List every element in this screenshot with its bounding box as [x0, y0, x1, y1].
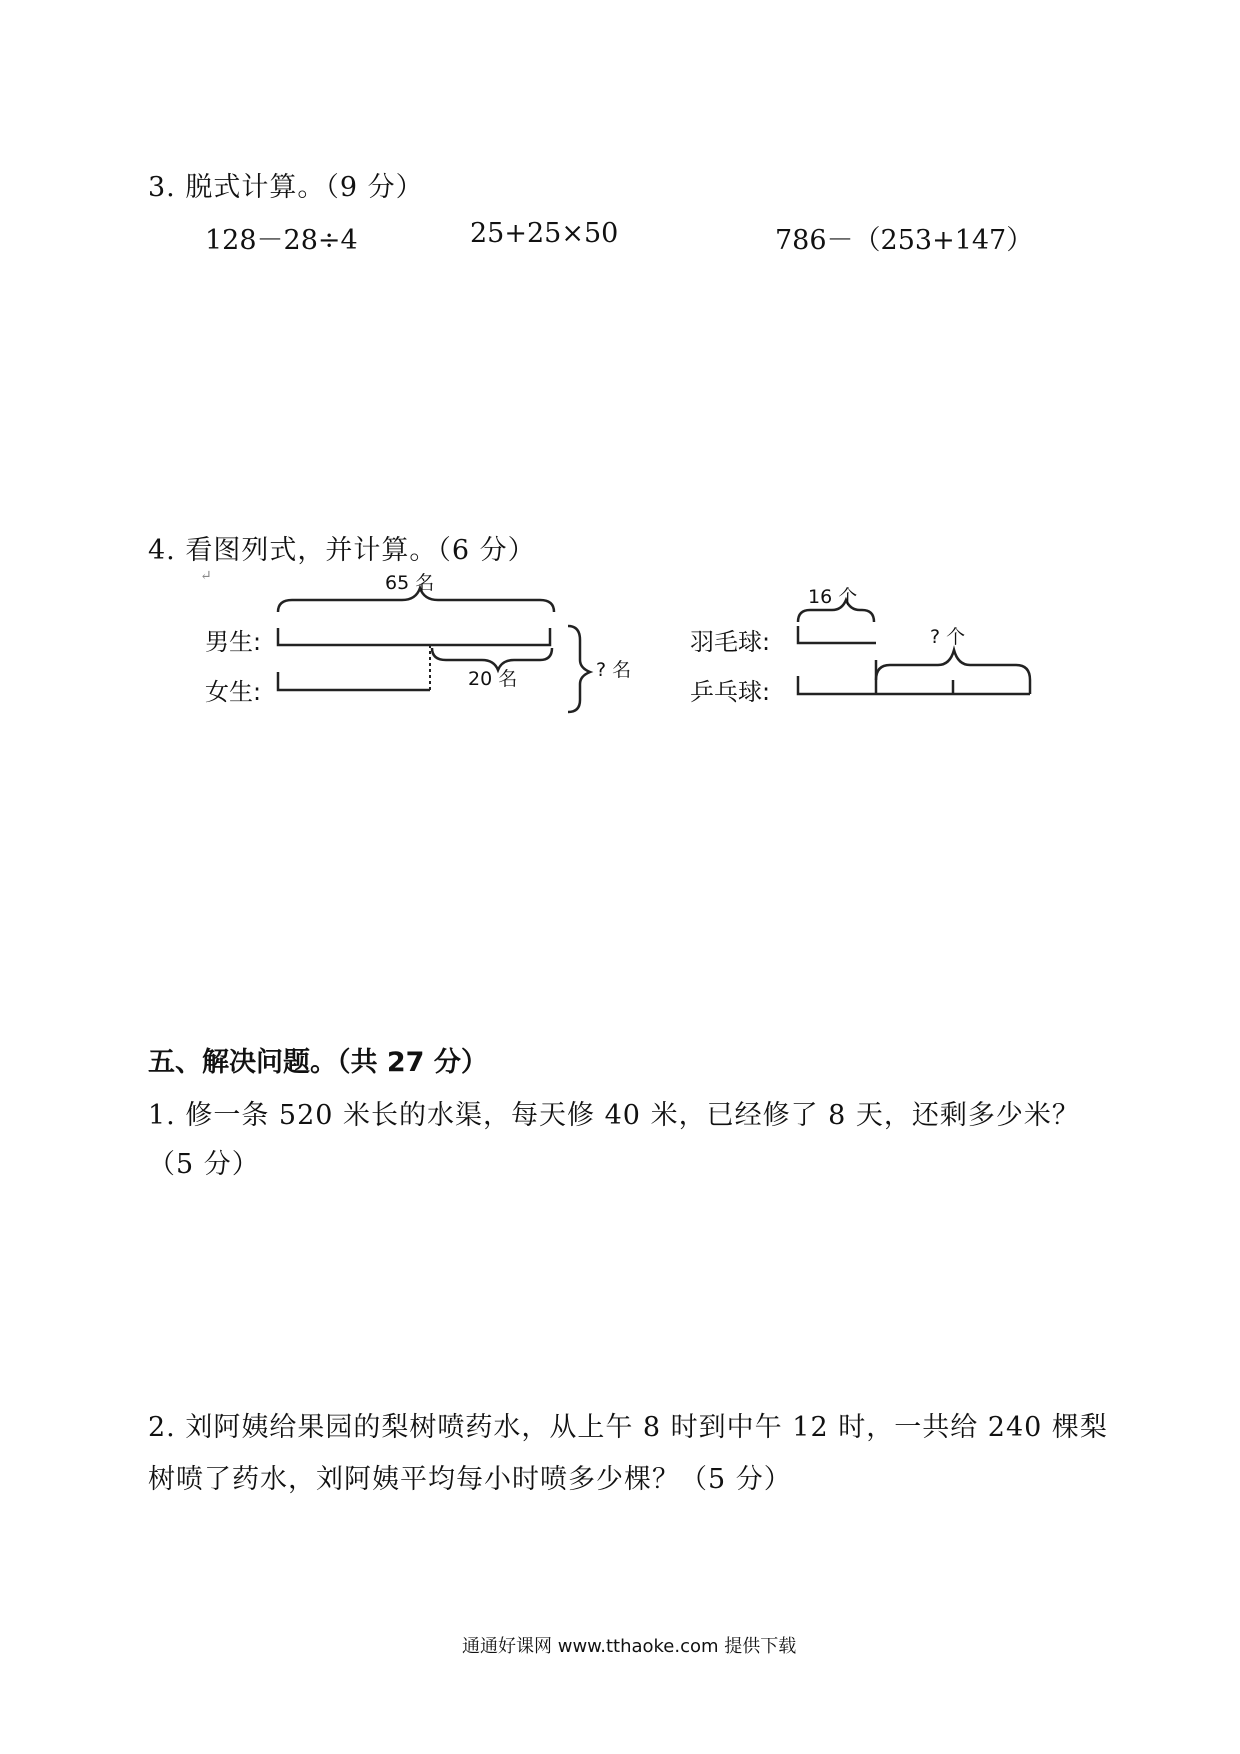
paragraph-mark: ↵	[200, 568, 212, 584]
badminton-label: 羽毛球:	[690, 628, 771, 656]
problem-1-line-2: （5 分）	[148, 1149, 260, 1180]
question-extra-label: ? 个	[930, 626, 966, 648]
girls-label: 女生:	[205, 678, 262, 706]
problem-1-line-1: 1. 修一条 520 米长的水渠，每天修 40 米，已经修了 8 天，还剩多少米？	[148, 1100, 1080, 1131]
footer-text: 通通好课网 www.tthaoke.com 提供下载	[462, 1636, 797, 1657]
boys-label: 男生:	[205, 628, 262, 656]
q4-title: 4. 看图列式，并计算。（6 分）	[148, 535, 536, 566]
diff-label: 20 名	[468, 668, 518, 690]
pingpong-label: 乒乓球:	[690, 678, 771, 706]
q3-expression-3: 786－（253+147）	[775, 225, 1034, 256]
total-label: 65 名	[385, 572, 435, 594]
problem-2-line-2: 树喷了药水，刘阿姨平均每小时喷多少棵？（5 分）	[148, 1464, 792, 1495]
badminton-value-label: 16 个	[808, 586, 858, 608]
q3-title: 3. 脱式计算。（9 分）	[148, 172, 424, 203]
question-total-label: ? 名	[596, 659, 632, 681]
q3-expression-1: 128－28÷4	[205, 225, 358, 256]
problem-2-line-1: 2. 刘阿姨给果园的梨树喷药水，从上午 8 时到中午 12 时，一共给 240 棵梨	[148, 1412, 1108, 1443]
q3-expression-2: 25+25×50	[470, 218, 619, 249]
section-5-heading: 五、解决问题。（共 27 分）	[148, 1047, 488, 1078]
